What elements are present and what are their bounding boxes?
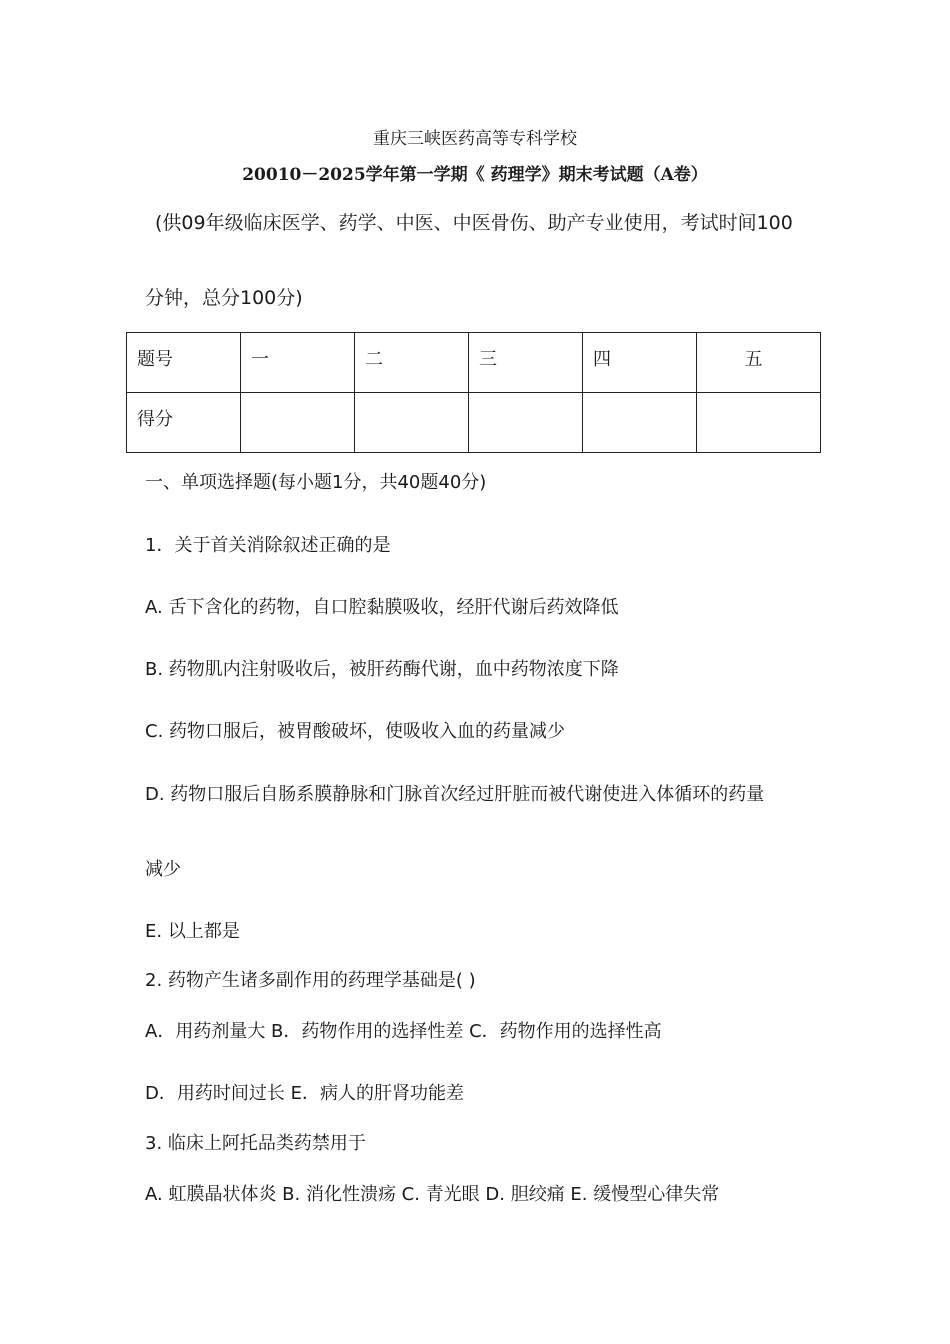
answer-option: E. 以上都是	[145, 921, 240, 942]
exam-note-line-1: (供09年级临床医学、药学、中医、中医骨伤、助产专业使用，考试时间100	[155, 212, 793, 234]
answer-options-row: A．用药剂量大 B．药物作用的选择性差 C．药物作用的选择性高	[145, 1021, 662, 1042]
score-input-cell[interactable]	[583, 393, 697, 453]
score-input-cell[interactable]	[697, 393, 821, 453]
score-table-cell: 得分	[127, 393, 241, 453]
answer-options-row: A. 虹膜晶状体炎 B. 消化性溃疡 C. 青光眼 D. 胆绞痛 E. 缓慢型心律失常	[145, 1184, 720, 1205]
score-table-header-row	[127, 333, 821, 393]
score-table-cell: 一	[241, 333, 355, 393]
score-table	[126, 332, 821, 453]
question-stem: 1．关于首关消除叙述正确的是	[145, 535, 391, 556]
answer-option-continued: 减少	[145, 859, 181, 880]
section-heading: 一、单项选择题(每小题1分，共40题40分)	[145, 472, 487, 493]
answer-option: C. 药物口服后，被胃酸破坏，使吸收入血的药量减少	[145, 721, 566, 742]
score-input-cell[interactable]	[355, 393, 469, 453]
score-table-cell: 二	[355, 333, 469, 393]
score-table-cell: 题号	[127, 333, 241, 393]
answer-option: A. 舌下含化的药物，自口腔黏膜吸收，经肝代谢后药效降低	[145, 597, 619, 618]
answer-option: B. 药物肌内注射吸收后，被肝药酶代谢，血中药物浓度下降	[145, 659, 619, 680]
score-table-score-row	[127, 393, 821, 453]
exam-title: 20010－2025学年第一学期《 药理学》期末考试题（A卷）	[242, 165, 708, 185]
score-table-cell: 三	[469, 333, 583, 393]
score-table-cell: 四	[583, 333, 697, 393]
question-stem: 3. 临床上阿托品类药禁用于	[145, 1133, 366, 1154]
exam-note-line-2: 分钟，总分100分)	[145, 287, 303, 309]
score-table-cell: 五	[697, 333, 821, 393]
school-name: 重庆三峡医药高等专科学校	[373, 129, 577, 149]
score-input-cell[interactable]	[241, 393, 355, 453]
answer-options-row: D．用药时间过长 E．病人的肝肾功能差	[145, 1083, 464, 1104]
question-stem: 2. 药物产生诸多副作用的药理学基础是( )	[145, 970, 476, 991]
answer-option: D. 药物口服后自肠系膜静脉和门脉首次经过肝脏而被代谢使进入体循环的药量	[145, 784, 765, 805]
score-input-cell[interactable]	[469, 393, 583, 453]
